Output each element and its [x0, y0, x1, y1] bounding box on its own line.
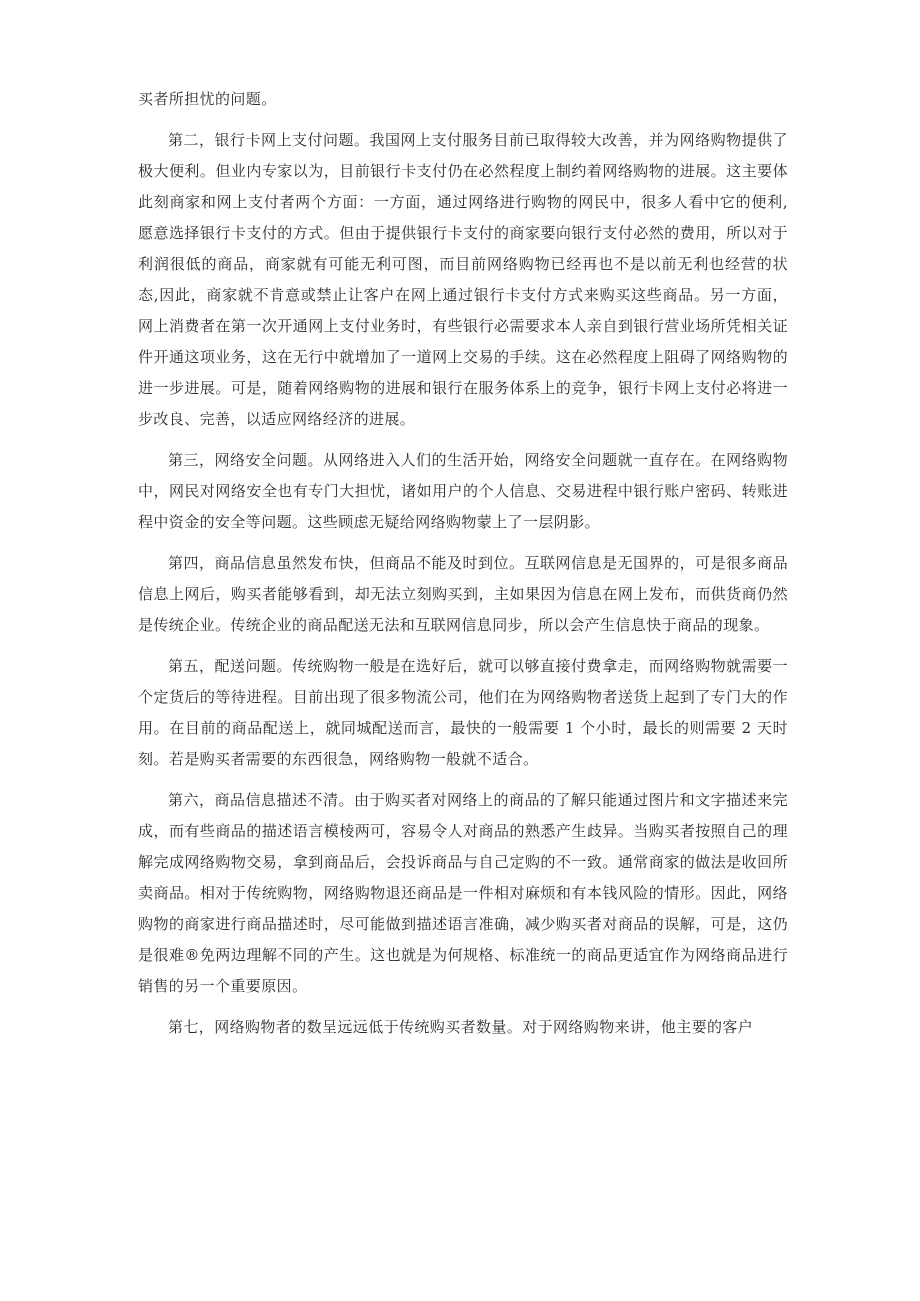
- document-body: [138, 84, 788, 1053]
- paragraph-fifth-delivery: 第五，配送问题。传统购物一般是在选好后，就可以够直接付费拿走，而网络购物就需要一个定货后的等待进程。目前出现了很多物流公司，他们在为网络购物者送货上起到了专门大的作用。在目前的商品配送上，就同城配送而言，最快的一般需要 1 个小时，最长的则需要 2 天时刻。若是购买者需要的东西很急，网络购物一般就不适合。: [138, 657, 788, 768]
- paragraph-seventh-shopper-count: 第七，网络购物者的数呈远远低于传统购买者数量。对于网络购物来讲，他主要的客户: [168, 1018, 754, 1036]
- paragraph-third-network-security: 第三，网络安全问题。从网络进入人们的生活开始，网络安全问题就一直存在。在网络购物中，网民对网络安全也有专门大担忧，诸如用户的个人信息、交易进程中银行账户密码、转账进程中资金的安全等问题。这些顾虑无疑给网络购物蒙上了一层阴影。: [138, 451, 788, 531]
- paragraph-second-bank-card-payment: 第二，银行卡网上支付问题。我国网上支付服务目前已取得较大改善，并为网络购物提供了极大便利。但业内专家以为，目前银行卡支付仍在必然程度上制约着网络购物的进展。这主要体此刻商家和网上支付者两个方面：一方面，通过网络进行购物的网民中，很多人看中它的便利,愿意选择银行卡支付的方式。但由于提供银行卡支付的商家要向银行支付必然的费用，所以对于利润很低的商品，商家就有可能无利可图，而目前网络购物已经再也不是以前无利也经营的状态,因此，商家就不肯意或禁止让客户在网上通过银行卡支付方式来购买这些商品。另一方面，网上消费者在第一次开通网上支付业务时，有些银行必需要求本人亲自到银行营业场所凭相关证件开通这项业务，这在无行中就增加了一道网上交易的手续。这在必然程度上阻碍了网络购物的进一步进展。可是，随着网络购物的进展和银行在服务体系上的竞争，银行卡网上支付必将进一步改良、完善，以适应网络经济的进展。: [138, 131, 788, 428]
- paragraph-continuation: 买者所担忧的问题。: [138, 90, 277, 108]
- paragraph-sixth-product-description: 第六，商品信息描述不清。由于购买者对网络上的商品的了解只能通过图片和文字描述来完成，而有些商品的描述语言模棱两可，容易令人对商品的熟悉产生歧异。当购买者按照自己的理解完成网络购物交易，拿到商品后，会投诉商品与自己定购的不一致。通常商家的做法是收回所卖商品。相对于传统购物，网络购物退还商品是一件相对麻烦和有本钱风险的情形。因此，网络购物的商家进行商品描述时，尽可能做到描述语言准确，减少购买者对商品的误解，可是，这仍是很难®免两边理解不同的产生。这也就是为何规格、标准统一的商品更适宜作为网络商品进行销售的另一个重要原因。: [138, 791, 788, 995]
- paragraph-fourth-product-info: 第四，商品信息虽然发布快，但商品不能及时到位。互联网信息是无国界的，可是很多商品信息上网后，购买者能够看到，却无法立刻购买到，主如果因为信息在网上发布，而供货商仍然是传统企业。传统企业的商品配送无法和互联网信息同步，所以会产生信息快于商品的现象。: [138, 554, 788, 634]
